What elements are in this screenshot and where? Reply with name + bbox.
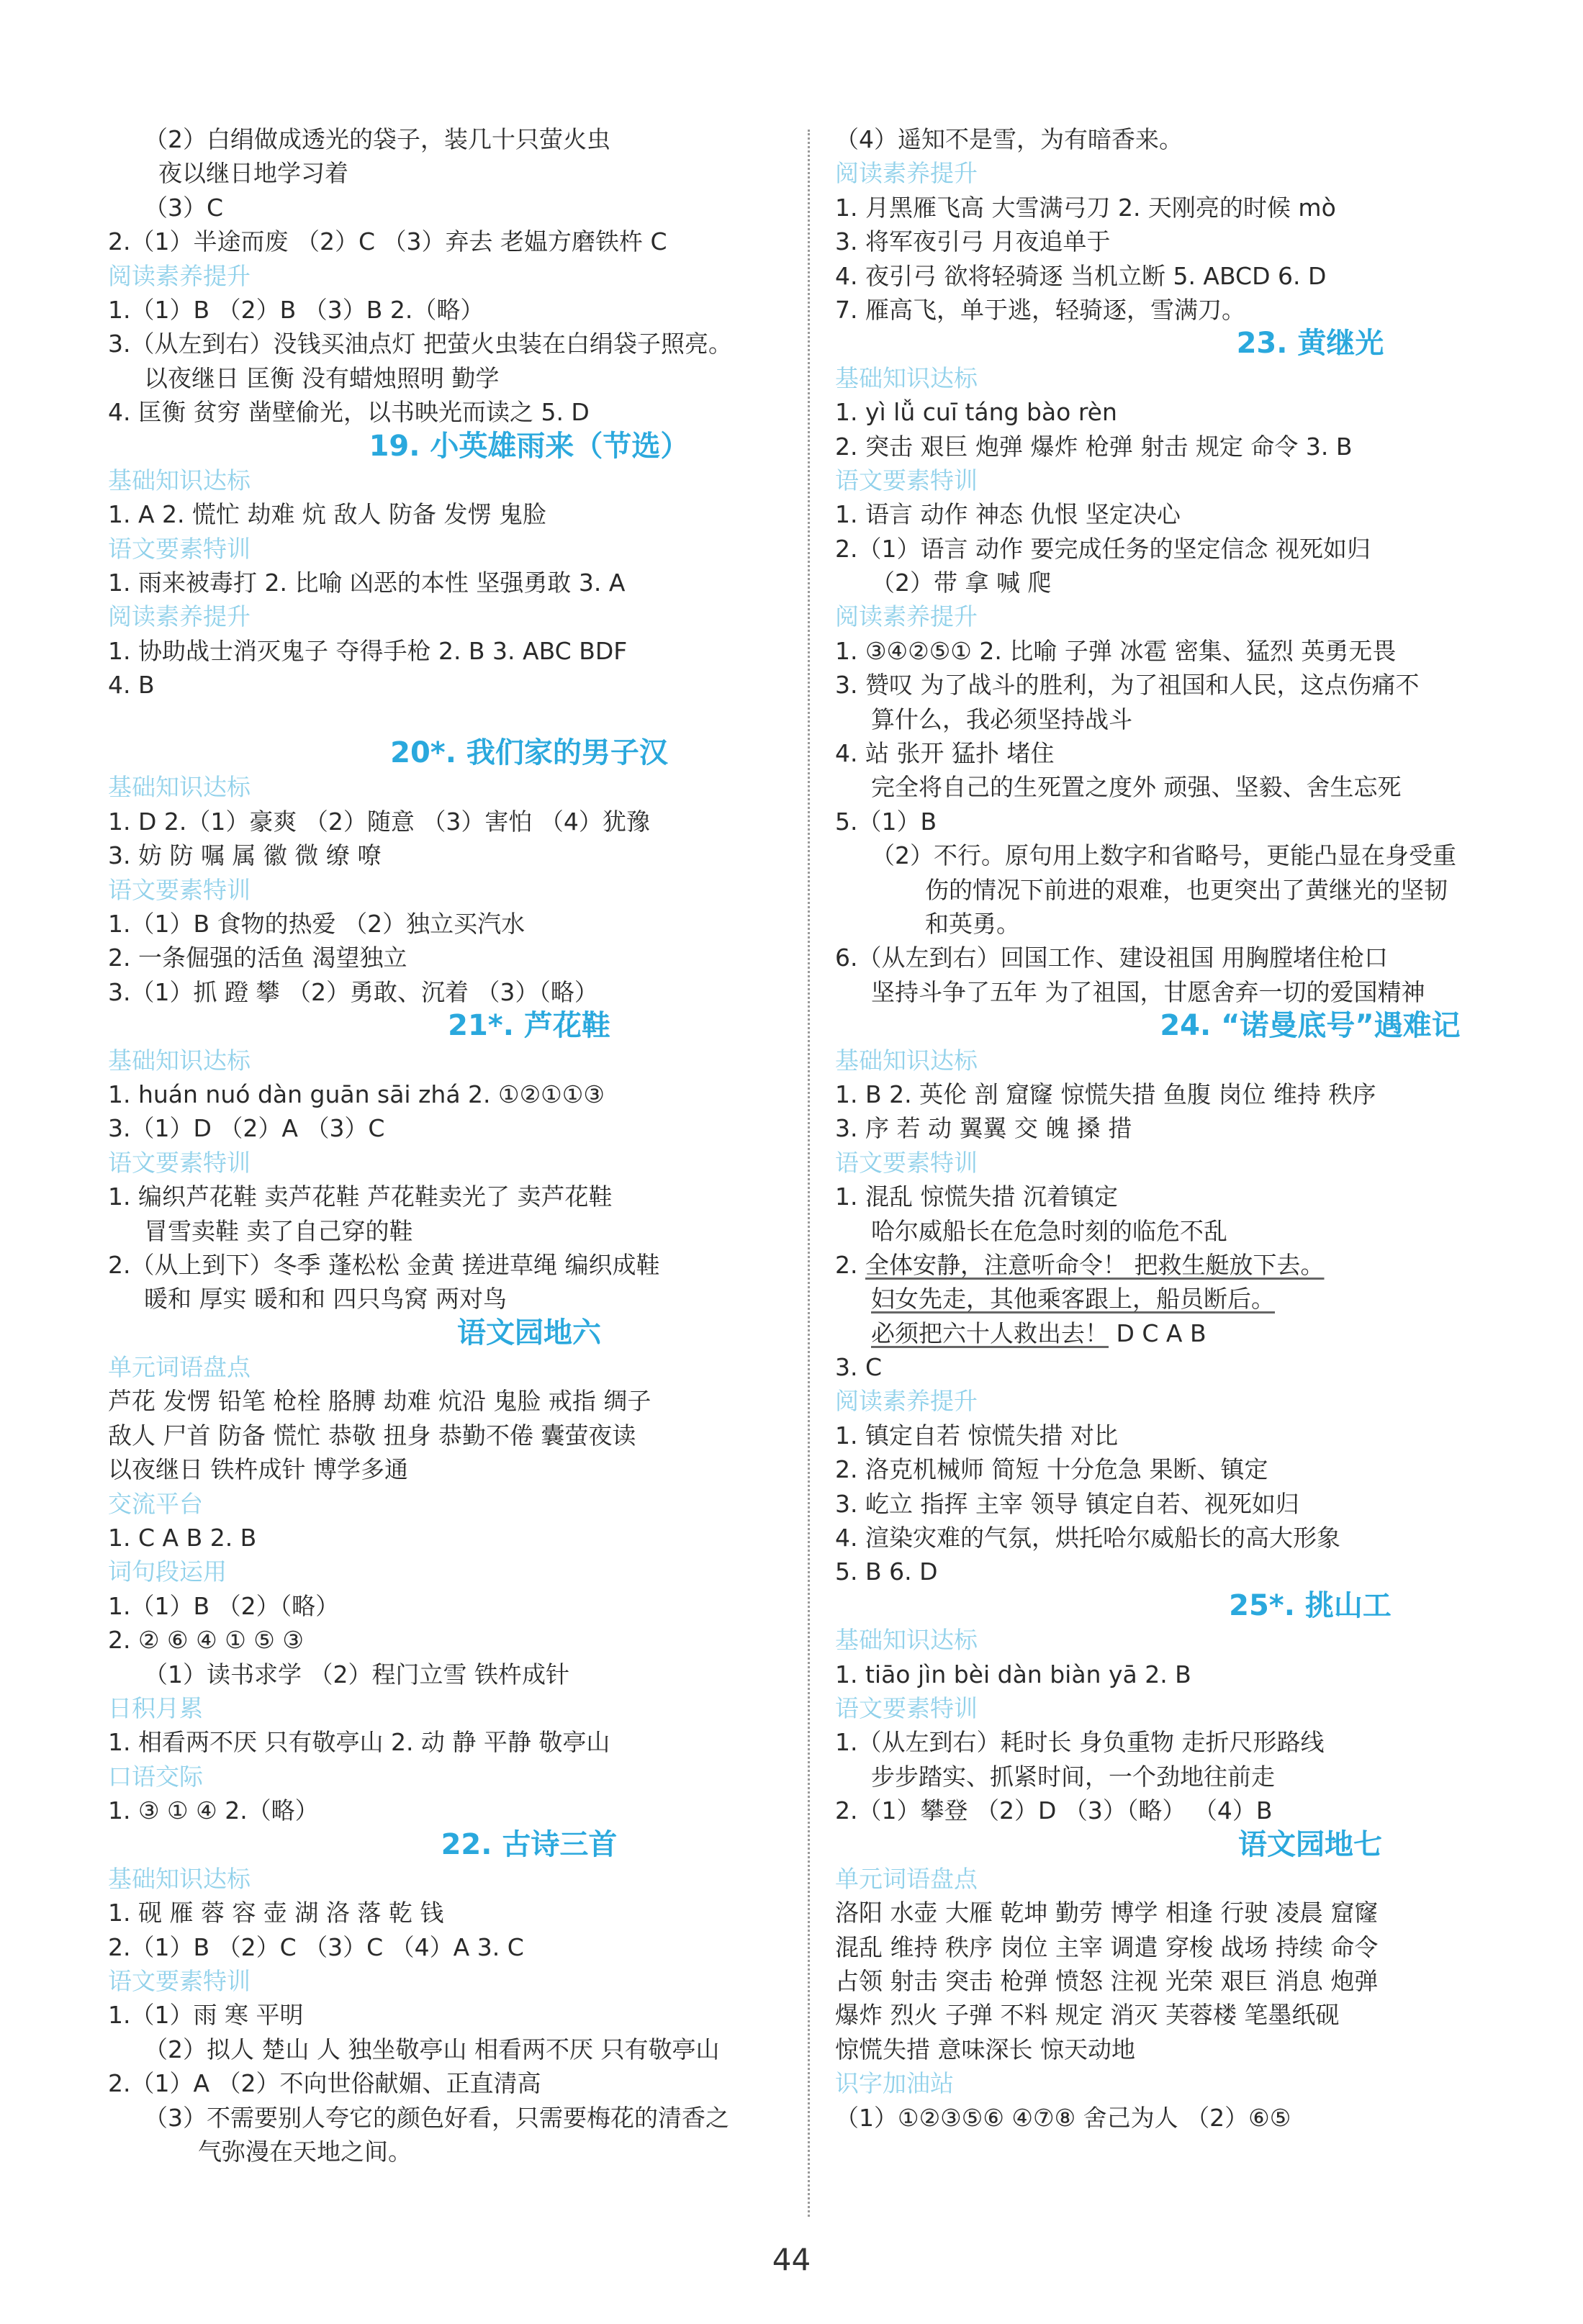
answer-line: 1.（1）B （2）（略） (108, 1591, 340, 1620)
underlined-sentence: 妇女先走，其他乘客跟上，船员断后。 (871, 1285, 1275, 1314)
answer-line: 夜以继日地学习着 (158, 159, 348, 188)
answer-line: 3.（1）D （2）A （3）C (108, 1114, 385, 1143)
answer-line: 2.（1）半途而废 （2）C （3）弃去 老媪方磨铁杵 C (108, 227, 667, 256)
answer-line: 洛阳 水壶 大雁 乾坤 勤劳 博学 相逢 行驶 凌晨 窟窿 (835, 1899, 1379, 1927)
answer-line: 和英勇。 (925, 909, 1020, 938)
answer-line: 1. 编织芦花鞋 卖芦花鞋 芦花鞋卖光了 卖芦花鞋 (108, 1183, 613, 1211)
answer-line: 2. 突击 艰巨 炮弹 爆炸 枪弹 射击 规定 命令 3. B (835, 432, 1353, 461)
answer-line: 完全将自己的生死置之度外 顽强、坚毅、舍生忘死 (871, 773, 1402, 802)
answer-line: 1. 月黑雁飞高 大雪满弓刀 2. 天刚亮的时候 mò (835, 193, 1336, 222)
answer-line: 3. 赞叹 为了战斗的胜利，为了祖国和人民，这点伤痛不 (835, 671, 1420, 700)
section-heading: 语文要素特训 (108, 534, 251, 563)
answer-line: 3. 序 若 动 翼翼 交 魄 搡 措 (835, 1114, 1132, 1143)
answer-line: 4. 夜引弓 欲将轻骑逐 当机立断 5. ABCD 6. D (835, 261, 1327, 290)
page-number: 44 (772, 2242, 811, 2277)
answer-line: 3.（从左到右）没钱买油点灯 把萤火虫装在白绢袋子照亮。 (108, 330, 732, 358)
section-heading: 语文要素特训 (108, 1967, 251, 1996)
section-heading: 单元词语盘点 (835, 1864, 978, 1893)
section-heading: 基础知识达标 (108, 466, 251, 494)
section-heading: 基础知识达标 (108, 1864, 251, 1893)
answer-line: 芦花 发愣 铅笔 枪栓 胳膊 劫难 炕沿 鬼脸 戒指 绸子 (108, 1387, 651, 1416)
section-heading: 阅读素养提升 (835, 159, 978, 188)
section-heading: 语文要素特训 (108, 875, 251, 904)
answer-line: （2）拟人 楚山 人 独坐敬亭山 相看两不厌 只有敬亭山 (144, 2035, 720, 2063)
section-heading: 阅读素养提升 (835, 1387, 978, 1416)
section-heading: 识字加油站 (835, 2069, 954, 2098)
answer-line: 1.（1）B （2）B （3）B 2.（略） (108, 295, 484, 324)
spacer (108, 702, 785, 736)
answer-line: （3）C (144, 193, 224, 222)
answer-line (835, 1248, 1526, 1282)
answer-line: 1. 混乱 惊慌失措 沉着镇定 (835, 1183, 1118, 1211)
answer-line: 2.（1）B （2）C （3）C （4）A 3. C (108, 1932, 524, 1961)
answer-line: 3. 将军夜引弓 月夜追单于 (835, 227, 1111, 256)
answer-line: 3. 屹立 指挥 主宰 领导 镇定自若、视死如归 (835, 1489, 1299, 1518)
answer-line: 以夜继日 铁杵成针 博学多通 (108, 1455, 408, 1484)
answer-line: 6.（从左到右）回国工作、建设祖国 用胸膛堵住枪口 (835, 944, 1388, 972)
answer-line: 占领 射击 突击 枪弹 愤怒 注视 光荣 艰巨 消息 炮弹 (835, 1967, 1379, 1996)
answer-line: 2.（1）攀登 （2）D （3）（略） （4）B (835, 1796, 1273, 1825)
answer-line: 冒雪卖鞋 卖了自己穿的鞋 (144, 1216, 413, 1245)
answer-line: 4. 匡衡 贫穷 凿壁偷光，以书映光而读之 5. D (108, 398, 590, 427)
lesson-title: 25*. 挑山工 (1229, 1588, 1392, 1622)
answer-line: 1. B 2. 英伦 剖 窟窿 惊慌失措 鱼腹 岗位 维持 秩序 (835, 1080, 1376, 1108)
answer-line: （2）不行。原句用上数字和省略号，更能凸显在身受重 (871, 841, 1456, 870)
answer-line: 步步踏实、抓紧时间，一个劲地往前走 (871, 1762, 1275, 1791)
answer-line: 1. A 2. 慌忙 劫难 炕 敌人 防备 发愣 鬼脸 (108, 500, 546, 529)
answer-line: （2）白绢做成透光的袋子，装几十只萤火虫 (144, 125, 610, 153)
answer-line: 1. 协助战士消灭鬼子 夺得手枪 2. B 3. ABC BDF (108, 636, 628, 665)
answer-line: 4. 渲染灾难的气氛，烘托哈尔威船长的高大形象 (835, 1524, 1340, 1552)
answer-line: 7. 雁高飞，单于逃，轻骑逐，雪满刀。 (835, 295, 1245, 324)
answer-line: 3. 妨 防 嘱 属 徽 微 缭 嘹 (108, 841, 382, 870)
underlined-sentence: 必须把六十人救出去！ (871, 1319, 1109, 1347)
answer-line: 混乱 维持 秩序 岗位 主宰 调遣 穿梭 战场 持续 命令 (835, 1932, 1379, 1961)
answer-line: 1.（1）B 食物的热爱 （2）独立买汽水 (108, 909, 526, 938)
answer-line: 3.（1）抓 蹬 攀 （2）勇敢、沉着 （3）（略） (108, 977, 598, 1006)
answer-line (835, 1282, 1526, 1316)
answer-text: D C A B (1109, 1319, 1207, 1347)
answer-line: 2.（从上到下）冬季 蓬松松 金黄 搓进草绳 编织成鞋 (108, 1250, 660, 1279)
answer-line: 4. B (108, 671, 155, 700)
lesson-title: 23. 黄继光 (1236, 327, 1384, 361)
answer-line: 惊慌失措 意味深长 惊天动地 (835, 2035, 1135, 2063)
answer-line: 2. 一条倔强的活鱼 渴望独立 (108, 944, 407, 972)
section-heading: 语文要素特训 (835, 1148, 978, 1177)
answer-line: 1. C A B 2. B (108, 1524, 257, 1552)
lesson-title: 20*. 我们家的男子汉 (390, 736, 668, 770)
lesson-title: 语文园地六 (457, 1316, 601, 1349)
section-heading: 基础知识达标 (835, 363, 978, 392)
answer-line: 爆炸 烈火 子弹 不料 规定 消灭 芙蓉楼 笔墨纸砚 (835, 2001, 1340, 2030)
answer-line: 1. 语言 动作 神态 仇恨 坚定决心 (835, 500, 1181, 529)
answer-line: 5. B 6. D (835, 1557, 938, 1586)
answer-line: 算什么，我必须坚持战斗 (871, 705, 1132, 733)
lesson-title: 19. 小英雄雨来（节选） (369, 429, 690, 463)
answer-line: 暖和 厚实 暖和和 四只鸟窝 两对鸟 (144, 1285, 507, 1314)
answer-line: （2）带 拿 喊 爬 (871, 569, 1052, 597)
answer-line: 2.（1）A （2）不向世俗献媚、正直清高 (108, 2069, 541, 2098)
answer-line: （3）不需要别人夸它的颜色好看，只需要梅花的清香之 (144, 2103, 729, 2132)
lesson-title: 22. 古诗三首 (441, 1827, 618, 1861)
answer-line: 2.（1）语言 动作 要完成任务的坚定信念 视死如归 (835, 534, 1371, 563)
answer-line: 5.（1）B (835, 807, 937, 836)
column-divider (808, 130, 810, 2217)
answer-line: 1.（从左到右）耗时长 身负重物 走折尺形路线 (835, 1728, 1325, 1757)
section-heading: 语文要素特训 (835, 1694, 978, 1722)
left-answer-column (108, 122, 785, 2169)
answer-line: （4）遥知不是雪，为有暗香来。 (835, 125, 1183, 153)
section-heading: 阅读素养提升 (835, 602, 978, 631)
answer-line: （1）读书求学 （2）程门立雪 铁杵成针 (144, 1660, 569, 1688)
section-heading: 语文要素特训 (108, 1148, 251, 1177)
answer-line: 坚持斗争了五年 为了祖国，甘愿舍弃一切的爱国精神 (871, 977, 1425, 1006)
answer-line: 1. tiāo jìn bèi dàn biàn yā 2. B (835, 1660, 1191, 1688)
answer-line: 1. huán nuó dàn guān sāi zhá 2. ①②①①③ (108, 1080, 605, 1108)
answer-line: 1. 相看两不厌 只有敬亭山 2. 动 静 平静 敬亭山 (108, 1728, 610, 1757)
answer-line: 1.（1）雨 寒 平明 (108, 2001, 304, 2030)
answer-line: 3. C (835, 1353, 883, 1382)
section-heading: 阅读素养提升 (108, 261, 251, 290)
answer-line: 哈尔威船长在危急时刻的临危不乱 (871, 1216, 1227, 1245)
answer-line: 敌人 尸首 防备 慌忙 恭敬 扭身 恭勤不倦 囊萤夜读 (108, 1421, 636, 1450)
answer-line: 1. yì lǚ cuī táng bào rèn (835, 398, 1117, 427)
section-heading: 阅读素养提升 (108, 602, 251, 631)
section-heading: 基础知识达标 (108, 773, 251, 802)
lesson-title: 24. “诺曼底号”遇难记 (1160, 1009, 1461, 1043)
answer-line: 1. ③ ① ④ 2.（略） (108, 1796, 319, 1825)
right-answer-column (835, 122, 1526, 2135)
section-heading: 口语交际 (108, 1762, 203, 1791)
section-heading: 基础知识达标 (108, 1046, 251, 1075)
answer-line: 4. 站 张开 猛扑 堵住 (835, 739, 1055, 768)
answer-line (835, 1316, 1526, 1350)
lesson-title: 21*. 芦花鞋 (448, 1009, 610, 1043)
section-heading: 基础知识达标 (835, 1626, 978, 1655)
answer-line: 1. 砚 雁 蓉 容 壶 湖 洛 落 乾 钱 (108, 1899, 444, 1927)
section-heading: 词句段运用 (108, 1557, 227, 1586)
answer-line: 2. ② ⑥ ④ ① ⑤ ③ (108, 1626, 304, 1655)
section-heading: 日积月累 (108, 1694, 203, 1722)
answer-line: 1. 雨来被毒打 2. 比喻 凶恶的本性 坚强勇敢 3. A (108, 569, 626, 597)
section-heading: 单元词语盘点 (108, 1353, 251, 1382)
answer-line: 气弥漫在天地之间。 (198, 2138, 412, 2166)
section-heading: 交流平台 (108, 1489, 203, 1518)
answer-line: 1. D 2.（1）豪爽 （2）随意 （3）害怕 （4）犹豫 (108, 807, 650, 836)
answer-line: 伤的情况下前进的艰难，也更突出了黄继光的坚韧 (925, 875, 1448, 904)
answer-line: 以夜继日 匡衡 没有蜡烛照明 勤学 (144, 363, 500, 392)
answer-line: 1. ③④②⑤① 2. 比喻 子弹 冰雹 密集、猛烈 英勇无畏 (835, 636, 1397, 665)
answer-line: 2. 洛克机械师 简短 十分危急 果断、镇定 (835, 1455, 1268, 1484)
answer-text: 2. (835, 1250, 865, 1279)
section-heading: 语文要素特训 (835, 466, 978, 494)
underlined-sentence: 全体安静，注意听命令！ 把救生艇放下去。 (865, 1250, 1325, 1279)
answer-line: 1. 镇定自若 惊慌失措 对比 (835, 1421, 1118, 1450)
section-heading: 基础知识达标 (835, 1046, 978, 1075)
lesson-title: 语文园地七 (1238, 1827, 1382, 1861)
answer-line: （1）①②③⑤⑥ ④⑦⑧ 舍己为人 （2）⑥⑤ (835, 2103, 1291, 2132)
